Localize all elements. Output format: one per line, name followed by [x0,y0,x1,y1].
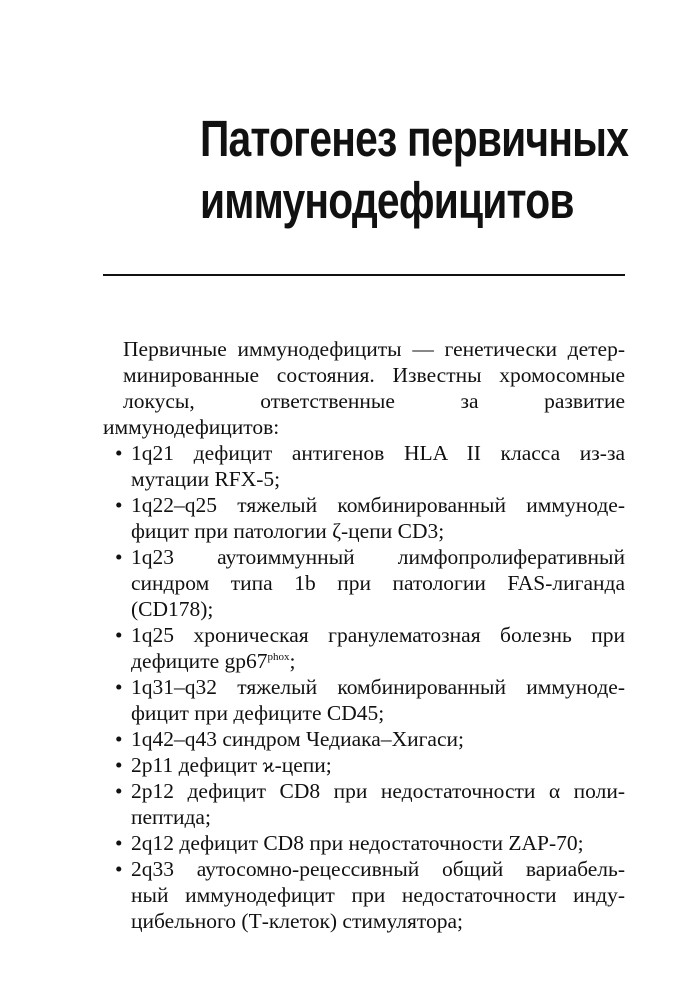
list-item-line [131,544,625,570]
bullet-icon: • [115,545,123,569]
list-item-text: 2p12 дефицит CD8 при недостаточности α поли- [131,779,625,803]
bullet-icon: • [115,623,123,647]
list-item [103,830,625,856]
list-item-line [131,492,625,518]
list-item-line [131,882,625,908]
list-item-line [131,648,625,674]
list-item-text: ный иммунодефицит при недостаточности инду- [131,883,625,907]
list-item-text: синдром типа 1b при патологии FAS-лиганда [131,571,625,595]
intro-line-3: локусы, ответственные за развитие иммунодефицитов: [103,389,625,439]
list-item-line [131,622,625,648]
list-item-line [131,518,625,544]
page-title-line-2: иммунодефицитов [200,172,574,229]
list-item [103,492,625,544]
list-item-text: 2p11 дефицит ϰ-цепи; [131,753,332,777]
list-item [103,778,625,830]
list-item-line [131,570,625,596]
intro-line-2: минированные состояния. Известны хромосомные [123,363,625,387]
list-item-text: фицит при дефиците CD45; [131,701,385,725]
list-item [103,622,625,674]
list-item-line [131,466,625,492]
list-item-text: 1q31–q32 тяжелый комбинированный иммуноде- [131,675,625,699]
list-item [103,726,625,752]
list-item-line [131,778,625,804]
page-title-line-1: Патогенез первичных [200,110,629,167]
list-item-text: 2q12 дефицит CD8 при недостаточности ZAP-70; [131,831,584,855]
page-title [200,108,629,232]
bullet-icon: • [115,753,123,777]
intro-line-1: Первичные иммунодефициты — генетически детер- [123,337,625,361]
list-item-text: 1q21 дефицит антигенов HLA II класса из-за [131,441,625,465]
list-item-line [131,726,625,752]
bullet-icon: • [115,857,123,881]
list-item-text: цибельного (Т-клеток) стимулятора; [131,909,464,933]
list-item [103,440,625,492]
superscript: phox [267,651,290,663]
list-item [103,674,625,726]
list-item-text: мутации RFX-5; [131,467,281,491]
bullet-icon: • [115,493,123,517]
body-text [103,336,625,934]
list-item-line [131,674,625,700]
list-item-text: 1q23 аутоиммунный лимфопролиферативный [131,545,625,569]
bullet-icon: • [115,779,123,803]
bullet-icon: • [115,831,123,855]
bullet-icon: • [115,727,123,751]
list-item-text: дефиците gp67 [131,649,268,673]
list-item-tail: ; [289,649,296,673]
list-item-text: 1q22–q25 тяжелый комбинированный иммуноде- [131,493,625,517]
list-item-text: 1q42–q43 синдром Чедиака–Хигаси; [131,727,464,751]
intro-paragraph [103,336,625,440]
chromosome-loci-list [103,440,625,934]
list-item-line [131,856,625,882]
list-item-line [131,830,625,856]
list-item-text: фицит при патологии ζ-цепи CD3; [131,519,445,543]
bullet-icon: • [115,441,123,465]
list-item [103,752,625,778]
list-item-line [131,596,625,622]
list-item-line [131,440,625,466]
list-item-line [131,908,625,934]
list-item-line [131,752,625,778]
list-item-text: 2q33 аутосомно-рецессивный общий вариабель- [131,857,625,881]
list-item [103,856,625,934]
list-item-text: (CD178); [131,597,214,621]
list-item [103,544,625,622]
title-divider [103,274,625,276]
list-item-text: 1q25 хроническая гранулематозная болезнь при [131,623,625,647]
bullet-icon: • [115,675,123,699]
list-item-line [131,804,625,830]
list-item-line [131,700,625,726]
list-item-text: пептида; [131,805,211,829]
